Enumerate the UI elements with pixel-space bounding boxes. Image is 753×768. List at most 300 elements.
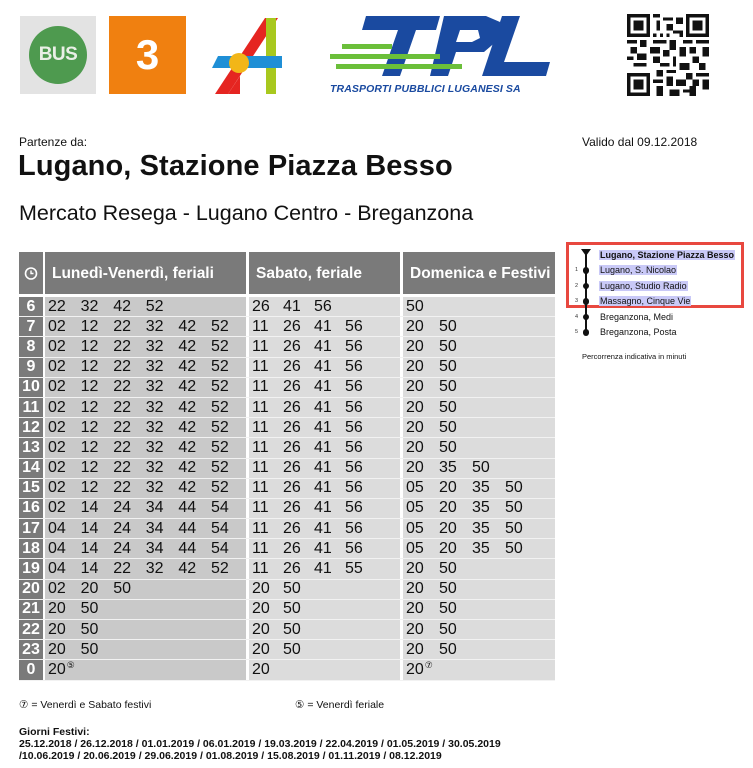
departure-minute: 32	[145, 459, 164, 477]
saturday-cell	[249, 358, 400, 377]
sunday-cell	[403, 640, 555, 659]
departure-minute: 24	[113, 499, 131, 517]
weekday-cell	[45, 519, 246, 538]
timetable-row	[19, 580, 555, 600]
departure-minute: 20	[406, 337, 424, 355]
weekday-cell	[45, 660, 246, 679]
departure-minute: 11	[252, 459, 269, 477]
sunday-cell	[403, 600, 555, 619]
departure-minute: 50	[439, 418, 457, 436]
departure-minute: 50	[283, 620, 301, 638]
start-stop-triangle-icon	[581, 249, 591, 256]
departure-minute: 32	[145, 398, 164, 416]
footnote-marker: ⑦	[424, 660, 433, 671]
departure-minute: 20	[406, 459, 424, 477]
departure-minute: 02	[48, 459, 66, 477]
timetable-body	[19, 297, 555, 681]
departure-minute: 02	[48, 499, 66, 517]
sunday-cell	[403, 459, 555, 478]
saturday-cell	[249, 660, 400, 679]
departure-minute: 22	[113, 438, 131, 456]
departure-minute: 20	[406, 560, 424, 578]
departure-minute: 50	[505, 539, 523, 557]
weekday-cell	[45, 499, 246, 518]
departure-minute: 32	[145, 317, 164, 335]
departure-minute: 20	[406, 438, 424, 456]
departure-minute: 26	[283, 337, 301, 355]
saturday-cell	[249, 620, 400, 639]
stop-dot-icon	[583, 298, 590, 305]
departure-minute: 32	[145, 358, 164, 376]
departure-minute: 05	[406, 479, 424, 497]
departure-minute: 56	[345, 418, 363, 436]
departure-minute: 20⑦	[406, 660, 433, 679]
departure-minute: 52	[145, 297, 164, 315]
departure-minute: 11	[252, 479, 269, 497]
arcobaleno-logo-icon	[210, 16, 282, 96]
timetable-header	[19, 252, 555, 294]
column-header-saturday: Sabato, feriale	[249, 252, 400, 294]
departure-minute: 12	[80, 358, 99, 376]
departure-minute: 50	[472, 459, 490, 477]
departure-minute: 55	[345, 560, 363, 578]
departure-minute: 52	[210, 337, 229, 355]
weekday-cell	[45, 580, 246, 599]
timetable	[19, 252, 555, 681]
departure-minute: 41	[314, 418, 332, 436]
departure-minute: 50	[283, 580, 301, 598]
departure-minute: 56	[345, 337, 363, 355]
weekday-cell	[45, 358, 246, 377]
departure-minute: 41	[314, 519, 332, 537]
hour-label: 21	[19, 600, 43, 619]
sunday-cell	[403, 479, 555, 498]
departure-minute: 50	[439, 317, 457, 335]
departure-minute: 32	[80, 297, 99, 315]
departure-minute: 22	[113, 358, 131, 376]
departure-minute: 12	[80, 438, 99, 456]
departure-minute: 20	[80, 580, 99, 598]
departure-minute: 02	[48, 378, 66, 396]
saturday-cell	[249, 640, 400, 659]
departure-minute: 26	[283, 539, 301, 557]
departure-minute: 50	[80, 600, 99, 618]
timetable-row	[19, 337, 555, 357]
stop-dot-icon	[583, 267, 590, 274]
tpl-logo	[328, 14, 558, 98]
stop-name-title: Lugano, Stazione Piazza Besso	[18, 150, 453, 182]
departure-minute: 56	[345, 438, 363, 456]
sunday-cell	[403, 358, 555, 377]
departure-minute: 02	[48, 317, 66, 335]
departure-minute: 05	[406, 539, 424, 557]
departure-minute: 20	[252, 640, 270, 658]
timetable-row	[19, 559, 555, 579]
weekday-cell	[45, 539, 246, 558]
saturday-cell	[249, 580, 400, 599]
departure-minute: 02	[48, 358, 66, 376]
departure-minute: 04	[48, 560, 66, 578]
stop-name: Lugano, Studio Radio	[600, 280, 687, 291]
bus-logo	[20, 16, 96, 94]
timetable-row	[19, 398, 555, 418]
departure-minute: 35	[472, 479, 490, 497]
footnote-marker: ⑤	[66, 660, 75, 671]
departure-minute: 35	[439, 459, 457, 477]
saturday-cell	[249, 438, 400, 457]
departure-minute: 50	[80, 640, 99, 658]
departure-minute: 42	[178, 358, 197, 376]
stop-name: Lugano, Stazione Piazza Besso	[600, 249, 735, 260]
departure-minute: 20	[406, 418, 424, 436]
departure-minute: 52	[210, 479, 229, 497]
saturday-cell	[249, 539, 400, 558]
sunday-cell	[403, 438, 555, 457]
departure-minute: 42	[178, 378, 197, 396]
departure-minute: 56	[345, 398, 363, 416]
departure-minute: 20	[406, 620, 424, 638]
departure-minute: 26	[283, 479, 301, 497]
hour-label: 11	[19, 398, 43, 417]
departure-minute: 52	[210, 378, 229, 396]
departure-minute: 22	[113, 459, 131, 477]
departure-minute: 50	[406, 297, 424, 315]
departure-minute: 32	[145, 438, 164, 456]
departure-minute: 20	[406, 600, 424, 618]
hour-label: 8	[19, 337, 43, 356]
departure-minute: 14	[80, 519, 99, 537]
departure-minute: 50	[505, 479, 523, 497]
weekday-cell	[45, 479, 246, 498]
route-line	[585, 253, 587, 333]
departure-minute: 26	[283, 499, 301, 517]
route-name: Mercato Resega - Lugano Centro - Breganzona	[19, 201, 474, 225]
departure-minute: 50	[113, 580, 131, 598]
line-number-badge: 3	[109, 16, 186, 94]
departure-minute: 26	[283, 560, 301, 578]
departure-minute: 02	[48, 479, 66, 497]
saturday-cell	[249, 378, 400, 397]
stop-name: Lugano, S. Nicolao	[600, 265, 677, 275]
departure-minute: 22	[113, 378, 131, 396]
departure-minute: 32	[145, 337, 164, 355]
departure-minute: 02	[48, 418, 66, 436]
hour-label: 18	[19, 539, 43, 558]
hour-label: 10	[19, 378, 43, 397]
departure-minute: 41	[283, 297, 301, 315]
saturday-cell	[249, 418, 400, 437]
departure-minute: 52	[210, 438, 229, 456]
hour-label: 7	[19, 317, 43, 336]
departure-minute: 41	[314, 398, 332, 416]
departure-minute: 26	[283, 519, 301, 537]
legend-note-5: ⑤ = Venerdì feriale	[295, 699, 385, 711]
departure-minute: 22	[113, 479, 131, 497]
saturday-cell	[249, 519, 400, 538]
departure-minute: 02	[48, 438, 66, 456]
departure-minute: 56	[345, 499, 363, 517]
departure-minute: 05	[406, 519, 424, 537]
holidays-list-line-1: 25.12.2018 / 26.12.2018 / 01.01.2019 / 06.01.2019 / 19.03.2019 / 22.04.2019 / 01.05.2019 / 30.05.2019	[19, 738, 501, 750]
departure-minute: 20⑤	[48, 660, 75, 679]
weekday-cell	[45, 620, 246, 639]
hour-label: 13	[19, 438, 43, 457]
stop-travel-minutes: 5	[575, 329, 579, 335]
column-header-weekdays: Lunedì-Venerdì, feriali	[45, 252, 246, 294]
hour-label: 9	[19, 358, 43, 377]
departure-minute: 04	[48, 519, 66, 537]
hour-label: 15	[19, 479, 43, 498]
departure-minute: 50	[80, 620, 99, 638]
sunday-cell	[403, 620, 555, 639]
departure-minute: 32	[145, 479, 164, 497]
sunday-cell	[403, 539, 555, 558]
timetable-row	[19, 297, 555, 317]
qr-code[interactable]	[627, 14, 709, 96]
departure-minute: 24	[113, 519, 131, 537]
holidays-title: Giorni Festivi:	[19, 726, 90, 738]
saturday-cell	[249, 337, 400, 356]
timetable-row	[19, 519, 555, 539]
travel-time-note: Percorrenza indicativa in minuti	[582, 352, 687, 361]
departure-minute: 20	[439, 499, 457, 517]
departure-minute: 56	[345, 317, 363, 335]
departure-minute: 41	[314, 560, 332, 578]
departure-minute: 20	[406, 378, 424, 396]
saturday-cell	[249, 398, 400, 417]
departure-minute: 41	[314, 438, 332, 456]
saturday-cell	[249, 317, 400, 336]
departure-minute: 26	[283, 358, 301, 376]
departure-minute: 41	[314, 358, 332, 376]
hour-label: 16	[19, 499, 43, 518]
timetable-row	[19, 317, 555, 337]
departure-minute: 32	[145, 418, 164, 436]
departure-minute: 34	[145, 519, 164, 537]
operator-name: TRASPORTI PUBBLICI LUGANESI SA	[330, 83, 521, 95]
stop-dot-icon	[583, 283, 590, 290]
timetable-row	[19, 640, 555, 660]
stop-travel-minutes: 2	[575, 282, 579, 289]
timetable-row	[19, 459, 555, 479]
weekday-cell	[45, 640, 246, 659]
departure-minute: 11	[252, 317, 269, 335]
departure-minute: 44	[178, 519, 197, 537]
departure-minute: 02	[48, 580, 66, 598]
departures-label: Partenze da:	[19, 135, 88, 149]
departure-minute: 20	[406, 640, 424, 658]
sunday-cell	[403, 378, 555, 397]
timetable-row	[19, 479, 555, 499]
departure-minute: 42	[178, 317, 197, 335]
hour-label: 14	[19, 459, 43, 478]
departure-minute: 52	[210, 418, 229, 436]
departure-minute: 14	[80, 499, 99, 517]
departure-minute: 12	[80, 459, 99, 477]
departure-minute: 34	[145, 539, 164, 557]
departure-minute: 41	[314, 479, 332, 497]
hour-label: 19	[19, 559, 43, 578]
stop-name: Massagno, Cinque Vie	[600, 296, 691, 306]
saturday-cell	[249, 499, 400, 518]
departure-minute: 20	[252, 660, 270, 678]
departure-minute: 11	[252, 358, 269, 376]
departure-minute: 12	[80, 398, 99, 416]
departure-minute: 12	[80, 378, 99, 396]
departure-minute: 54	[210, 519, 229, 537]
departure-minute: 11	[252, 499, 269, 517]
weekday-cell	[45, 600, 246, 619]
departure-minute: 11	[252, 418, 269, 436]
departure-minute: 41	[314, 499, 332, 517]
departure-minute: 42	[113, 297, 131, 315]
departure-minute: 54	[210, 539, 229, 557]
departure-minute: 50	[439, 640, 457, 658]
departure-minute: 20	[252, 600, 270, 618]
departure-minute: 35	[472, 539, 490, 557]
departure-minute: 26	[283, 398, 301, 416]
departure-minute: 42	[178, 337, 197, 355]
clock-icon	[19, 252, 43, 294]
departure-minute: 50	[439, 620, 457, 638]
departure-minute: 56	[345, 358, 363, 376]
departure-minute: 50	[439, 337, 457, 355]
departure-minute: 41	[314, 317, 332, 335]
departure-minute: 05	[406, 499, 424, 517]
departure-minute: 12	[80, 479, 99, 497]
departure-minute: 26	[283, 317, 301, 335]
sunday-cell	[403, 660, 555, 679]
timetable-row	[19, 418, 555, 438]
departure-minute: 42	[178, 459, 197, 477]
departure-minute: 50	[439, 438, 457, 456]
sunday-cell	[403, 580, 555, 599]
saturday-cell	[249, 559, 400, 578]
timetable-row	[19, 620, 555, 640]
saturday-cell	[249, 297, 400, 316]
legend-note-7: ⑦ = Venerdì e Sabato festivi	[19, 699, 152, 711]
departure-minute: 50	[439, 580, 457, 598]
departure-minute: 26	[283, 438, 301, 456]
stop-travel-minutes: 3	[575, 298, 579, 304]
hour-label: 17	[19, 519, 43, 538]
departure-minute: 52	[210, 459, 229, 477]
hour-label: 23	[19, 640, 43, 659]
departure-minute: 42	[178, 418, 197, 436]
departure-minute: 42	[178, 479, 197, 497]
departure-minute: 11	[252, 519, 269, 537]
hour-label: 20	[19, 580, 43, 599]
departure-minute: 20	[252, 620, 270, 638]
departure-minute: 20	[406, 317, 424, 335]
departure-minute: 11	[252, 438, 269, 456]
departure-minute: 41	[314, 378, 332, 396]
weekday-cell	[45, 398, 246, 417]
weekday-cell	[45, 559, 246, 578]
weekday-cell	[45, 459, 246, 478]
departure-minute: 35	[472, 499, 490, 517]
departure-minute: 04	[48, 539, 66, 557]
departure-minute: 22	[113, 560, 131, 578]
column-header-sunday-holidays: Domenica e Festivi	[403, 252, 555, 294]
departure-minute: 50	[439, 358, 457, 376]
departure-minute: 20	[48, 620, 66, 638]
departure-minute: 32	[145, 560, 164, 578]
departure-minute: 24	[113, 539, 131, 557]
timetable-row	[19, 499, 555, 519]
stop-name: Breganzona, Medi	[600, 311, 674, 322]
departure-minute: 20	[48, 600, 66, 618]
departure-minute: 02	[48, 398, 66, 416]
departure-minute: 42	[178, 560, 197, 578]
departure-minute: 42	[178, 398, 197, 416]
departure-minute: 54	[210, 499, 229, 517]
departure-minute: 56	[345, 519, 363, 537]
weekday-cell	[45, 438, 246, 457]
departure-minute: 56	[314, 297, 332, 315]
departure-minute: 41	[314, 337, 332, 355]
sunday-cell	[403, 317, 555, 336]
departure-minute: 50	[283, 640, 301, 658]
departure-minute: 22	[48, 297, 66, 315]
timetable-row	[19, 539, 555, 559]
departure-minute: 52	[210, 317, 229, 335]
departure-minute: 11	[252, 398, 269, 416]
hour-label: 22	[19, 620, 43, 639]
departure-minute: 52	[210, 560, 229, 578]
departure-minute: 42	[178, 438, 197, 456]
departure-minute: 20	[439, 539, 457, 557]
departure-minute: 02	[48, 337, 66, 355]
departure-minute: 20	[439, 519, 457, 537]
departure-minute: 20	[406, 358, 424, 376]
timetable-row	[19, 378, 555, 398]
departure-minute: 56	[345, 539, 363, 557]
sunday-cell	[403, 297, 555, 316]
departure-minute: 50	[439, 378, 457, 396]
sunday-cell	[403, 398, 555, 417]
departure-minute: 44	[178, 539, 197, 557]
hour-label: 12	[19, 418, 43, 437]
stop-travel-minutes: 1	[575, 267, 579, 273]
stop-name: Breganzona, Posta	[600, 327, 677, 337]
departure-minute: 50	[505, 499, 523, 517]
weekday-cell	[45, 378, 246, 397]
departure-minute: 56	[345, 378, 363, 396]
weekday-cell	[45, 317, 246, 336]
departure-minute: 52	[210, 398, 229, 416]
hour-label: 0	[19, 660, 43, 679]
departure-minute: 22	[113, 317, 131, 335]
departure-minute: 20	[48, 640, 66, 658]
departure-minute: 11	[252, 378, 269, 396]
departure-minute: 50	[505, 519, 523, 537]
sunday-cell	[403, 337, 555, 356]
sunday-cell	[403, 559, 555, 578]
departure-minute: 20	[406, 580, 424, 598]
departure-minute: 50	[283, 600, 301, 618]
departure-minute: 22	[113, 337, 131, 355]
departure-minute: 50	[439, 600, 457, 618]
departure-minute: 11	[252, 539, 269, 557]
departure-minute: 44	[178, 499, 197, 517]
timetable-row	[19, 358, 555, 378]
departure-minute: 34	[145, 499, 164, 517]
departure-minute: 14	[80, 539, 99, 557]
stop-dot-icon	[583, 314, 590, 321]
saturday-cell	[249, 459, 400, 478]
departure-minute: 26	[252, 297, 270, 315]
